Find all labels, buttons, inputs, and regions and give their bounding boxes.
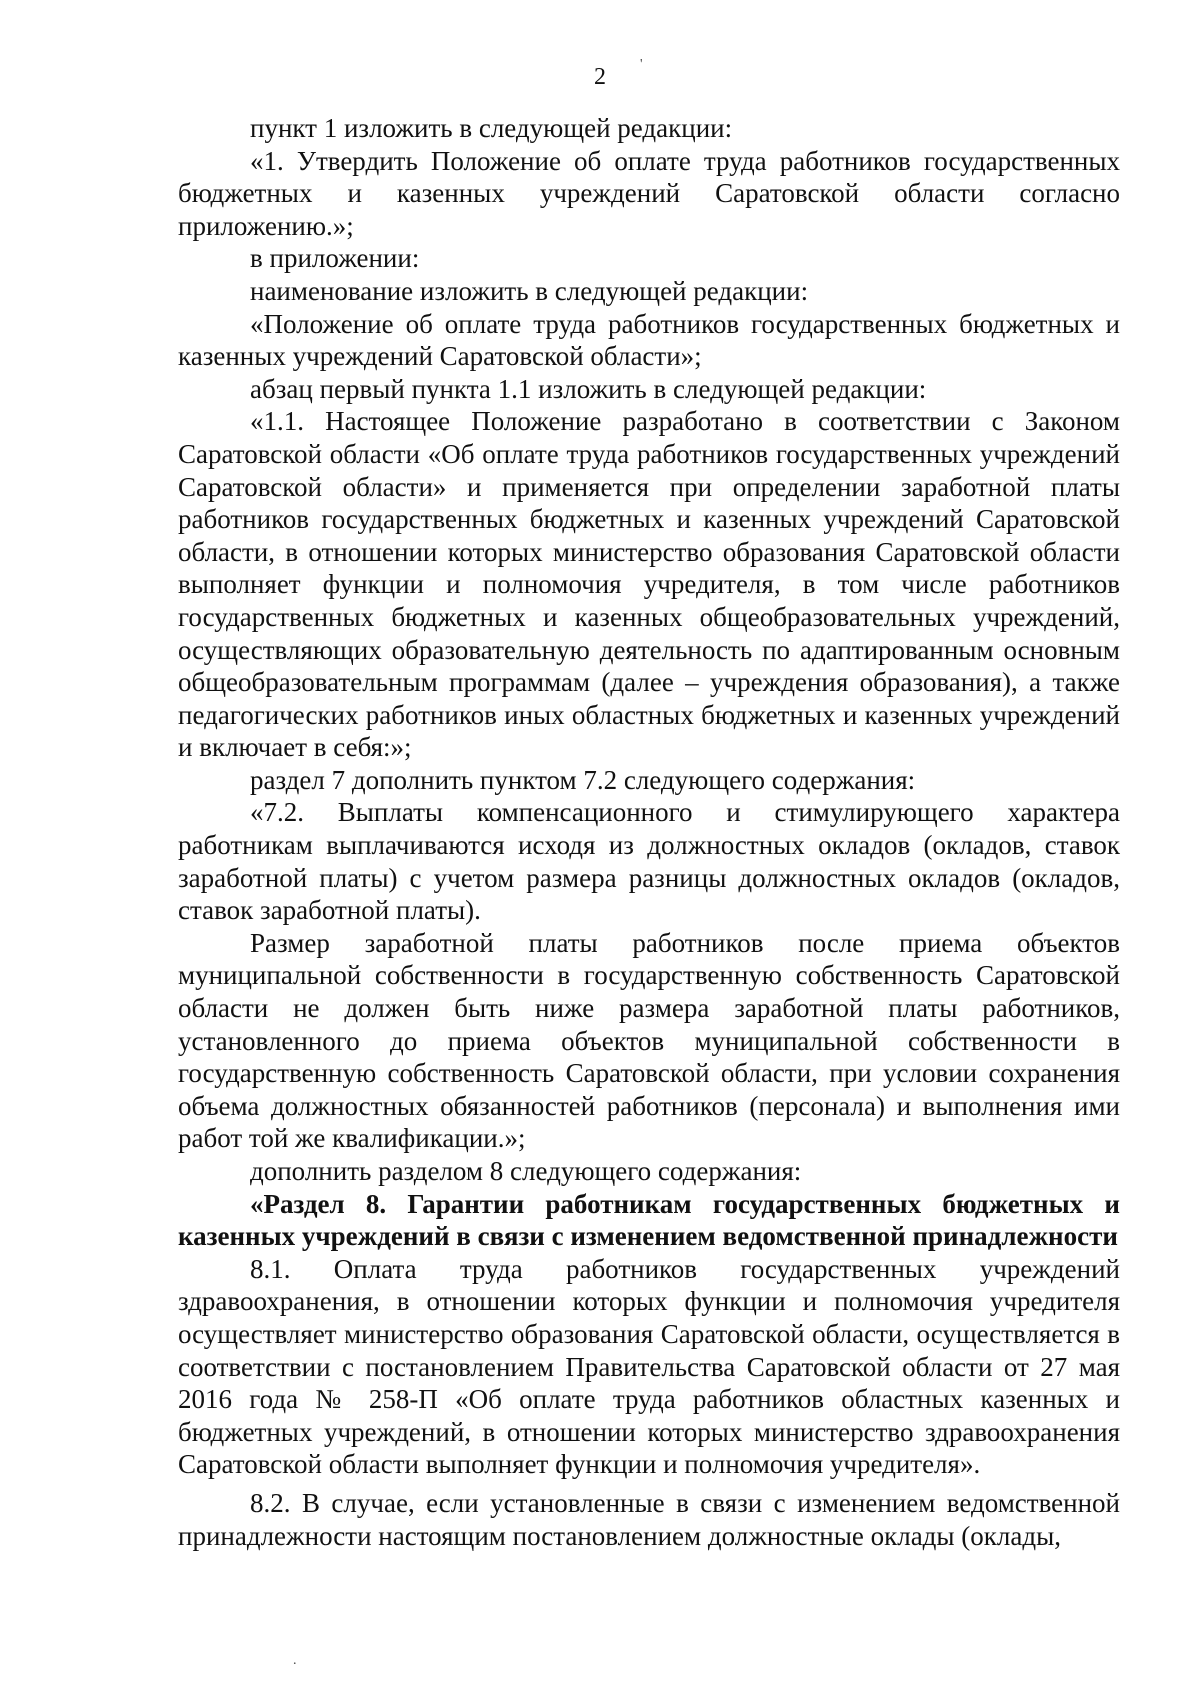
paragraph: Размер заработной платы работников после приема объектов муниципальной собственности в государственную собственность Саратовской области не должен быть ниже размера заработной платы работников, установленного до приема объектов муниципальной собственности в государственную собственность Саратовской области, при условии сохранения объема должностных обязанностей работников (персонала) и выполнения ими работ той же квалификации.»; bbox=[178, 927, 1120, 1154]
paragraph: «7.2. Выплаты компенсационного и стимулирующего характера работникам выплачиваются исходя из должностных окладов (окладов, ставок заработной платы) с учетом размера разницы должностных окладов (окладов, ставок заработной платы). bbox=[178, 797, 1120, 926]
paragraph: дополнить разделом 8 следующего содержания: bbox=[250, 1156, 802, 1186]
paragraph: 8.2. В случае, если установленные в связи с изменением ведомственной принадлежности настоящим постановлением должностные оклады (оклады, bbox=[178, 1487, 1120, 1551]
document-body bbox=[178, 112, 1120, 1552]
paragraph: «1.1. Настоящее Положение разработано в соответствии с Законом Саратовской области «Об оплате труда работников государственных учреждений Саратовской области» и применяется при определении заработной платы работников государственных бюджетных и казенных учреждений Саратовской области, в отношении которых министерство образования Саратовской области выполняет функции и полномочия учредителя, в том числе работников государственных бюджетных и казенных общеобразовательных учреждений, осуществляющих образовательную деятельность по адаптированным основным общеобразовательным программам (далее – учреждения образования), а также педагогических работников иных областных бюджетных и казенных учреждений и включает в себя:»; bbox=[178, 406, 1120, 763]
page-number: 2 bbox=[594, 64, 606, 90]
paragraph: в приложении: bbox=[250, 243, 420, 274]
paragraph: абзац первый пункта 1.1 изложить в следующей редакции: bbox=[250, 373, 927, 404]
paragraph: пункт 1 изложить в следующей редакции: bbox=[250, 113, 733, 143]
paragraph: 8.1. Оплата труда работников государственных учреждений здравоохранения, в отношении которых функции и полномочия учредителя осуществляет министерство образования Саратовской области, осуществляется в соответствии с постановлением Правительства Саратовской области от 27 мая 2016 года № 258-П «Об оплате труда работников областных казенных и бюджетных учреждений, в отношении которых министерство здравоохранения Саратовской области выполняет функции и полномочия учредителя». bbox=[178, 1253, 1120, 1480]
section-heading: «Раздел 8. Гарантии работникам государственных бюджетных и казенных учреждений в связи с изменением ведомственной принадлежности bbox=[178, 1188, 1120, 1252]
paragraph: «1. Утвердить Положение об оплате труда работников государственных бюджетных и казенных учреждений Саратовской области согласно приложению.»; bbox=[178, 145, 1120, 241]
scan-speck: . bbox=[293, 1653, 297, 1668]
paragraph: наименование изложить в следующей редакции: bbox=[250, 275, 809, 306]
paragraph: «Положение об оплате труда работников государственных бюджетных и казенных учреждений Саратовской области»; bbox=[178, 308, 1120, 372]
scan-speck: ' bbox=[640, 57, 643, 72]
paragraph: раздел 7 дополнить пунктом 7.2 следующего содержания: bbox=[250, 764, 916, 795]
